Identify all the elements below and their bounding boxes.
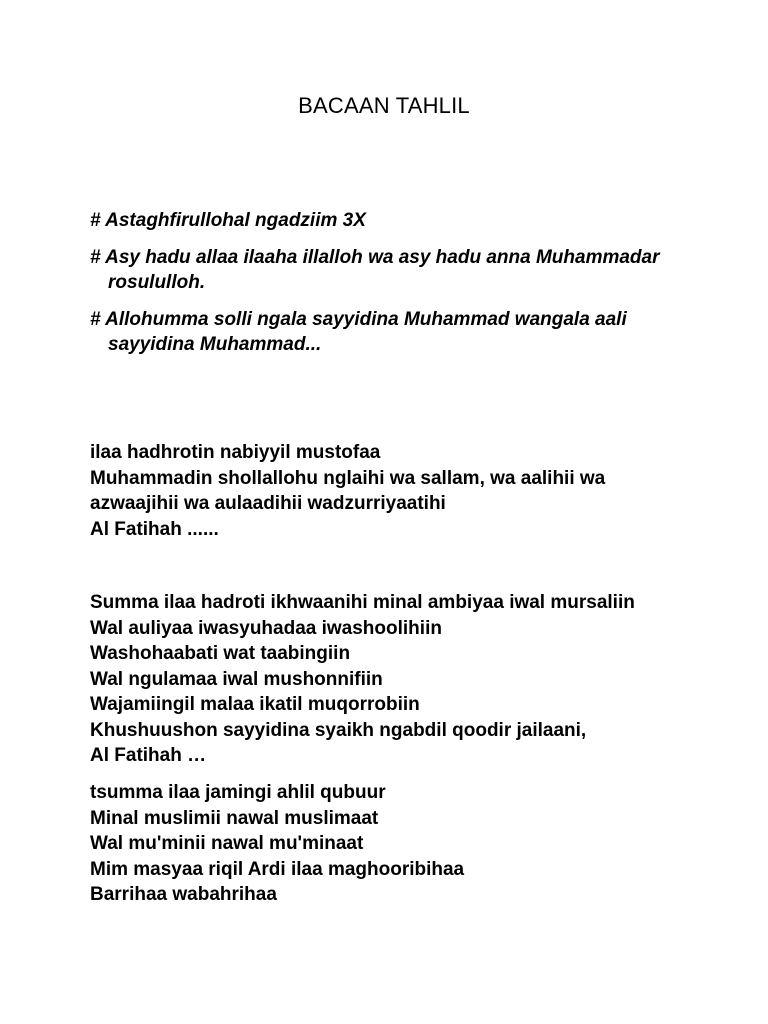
document-title: BACAAN TAHLIL (298, 93, 470, 118)
prayer-section-1 (90, 440, 710, 542)
text-line: Summa ilaa hadroti ikhwaanihi minal ambiyaa iwal mursaliin (90, 592, 635, 613)
text-line: Wajamiingil malaa ikatil muqorrobiin (90, 694, 420, 715)
opening-line: # Allohumma solli ngala sayyidina Muhammad wangala aali sayyidina Muhammad... (90, 309, 627, 355)
text-line: Wal auliyaa iwasyuhadaa iwashoolihiin (90, 617, 442, 639)
text-line: Al Fatihah ...... (90, 518, 219, 540)
text-line: tsumma ilaa jamingi ahlil qubuur (90, 782, 386, 803)
text-line: Barrihaa wabahrihaa (90, 884, 277, 905)
text-line: Washohaabati wat taabingiin (90, 643, 351, 664)
text-line: Mim masyaa riqil Ardi ilaa maghooribihaa (90, 858, 465, 880)
text-line: azwaajihii wa aulaadihii wadzurriyaatihi (90, 493, 446, 514)
prayer-section-3 (90, 780, 710, 908)
text-line: Wal mu'minii nawal mu'minaat (90, 833, 364, 854)
opening-list (90, 208, 690, 369)
text-line: Al Fatihah … (90, 745, 207, 766)
opening-line: # Asy hadu allaa ilaaha illalloh wa asy hadu anna Muhammadar rosululloh. (90, 247, 660, 293)
text-line: Muhammadin shollallohu nglaihi wa sallam, wa aalihii wa (90, 467, 606, 489)
prayer-section-2 (90, 590, 710, 769)
text-line: Wal ngulamaa iwal mushonnifiin (90, 668, 383, 690)
text-line: Minal muslimii nawal muslimaat (90, 807, 379, 829)
text-line: ilaa hadhrotin nabiyyil mustofaa (90, 442, 381, 463)
text-line: Khushuushon sayyidina syaikh ngabdil qoodir jailaani, (90, 719, 587, 741)
opening-line: # Astaghfirullohal ngadziim 3X (90, 210, 366, 231)
